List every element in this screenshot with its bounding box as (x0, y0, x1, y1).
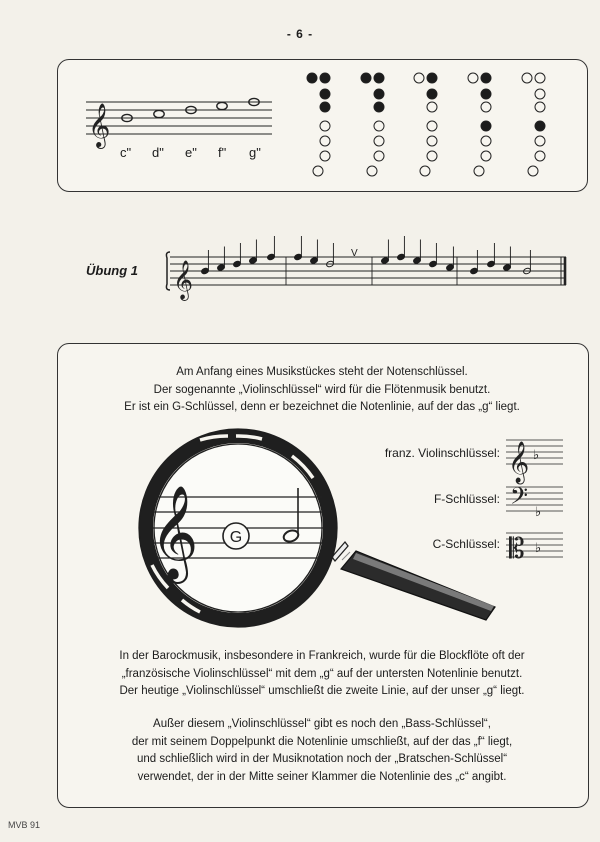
f-clef-label: F-Schlüssel: (433, 492, 500, 506)
paragraph-line: verwendet, der in der Mitte seiner Klammer die Notenlinie des „c“ angibt. (137, 770, 507, 783)
intro-line: Am Anfang eines Musikstückes steht der Notenschlüssel. (176, 366, 468, 378)
flat-icon: ♭ (535, 505, 542, 520)
paragraph-line: Außer diesem „Violinschlüssel“ gibt es noch den „Bass-Schlüssel“, (153, 718, 491, 730)
flat-icon: ♭ (533, 448, 540, 463)
paragraph-line: In der Barockmusik, insbesondere in Frankreich, wurde für die Blockflöte oft der (119, 650, 525, 662)
exercise-label: Übung 1 (86, 263, 138, 278)
breath-mark: V (351, 248, 358, 259)
intro-line: Der sogenannte „Violinschlüssel“ wird für die Flötenmusik benutzt. (153, 383, 491, 396)
paragraph-line: und schließlich wird in der Musiknotation noch der „Bratschen-Schlüssel“ (136, 753, 508, 765)
c-clef-label: C-Schlüssel: (432, 537, 500, 551)
intro-line: Er ist ein G-Schlüssel, denn er bezeichnet die Notenlinie, auf der das „g“ liegt. (124, 401, 520, 413)
g-marker-letter: G (229, 529, 243, 546)
baroque-paragraph (60, 648, 584, 701)
paragraph-line: der mit seinem Doppelpunkt die Notenlinie umschließt, auf der das „f“ liegt, (131, 735, 513, 748)
note-label-d: d" (152, 145, 164, 160)
flat-icon: ♭ (535, 541, 542, 556)
footer-code: MVB 91 (8, 820, 41, 830)
treble-clef-icon: 𝄞 (173, 260, 194, 300)
note-label-e: e" (185, 145, 197, 160)
clef-types-paragraph (60, 716, 584, 786)
french-violin-clef-label: franz. Violinschlüssel: (384, 446, 500, 460)
paragraph-line: „französische Violinschlüssel“ mit dem „g“ auf der untersten Notenlinie benutzt. (121, 667, 523, 680)
paragraph-line: Der heutige „Violinschlüssel“ umschließt die zweite Linie, auf der unser „g“ liegt. (119, 685, 525, 697)
treble-clef-icon: 𝄞 (88, 103, 111, 147)
treble-clef-icon: 𝄞 (508, 442, 530, 483)
alto-clef-icon: 𝄡 (509, 532, 525, 565)
page-number: - 6 - (286, 27, 314, 41)
treble-clef-icon: 𝄞 (150, 485, 199, 580)
note-label-c: c" (120, 145, 132, 160)
note-label-f: f" (218, 145, 227, 160)
bass-clef-icon: 𝄢 (510, 482, 529, 515)
note-label-g: g" (249, 145, 261, 160)
